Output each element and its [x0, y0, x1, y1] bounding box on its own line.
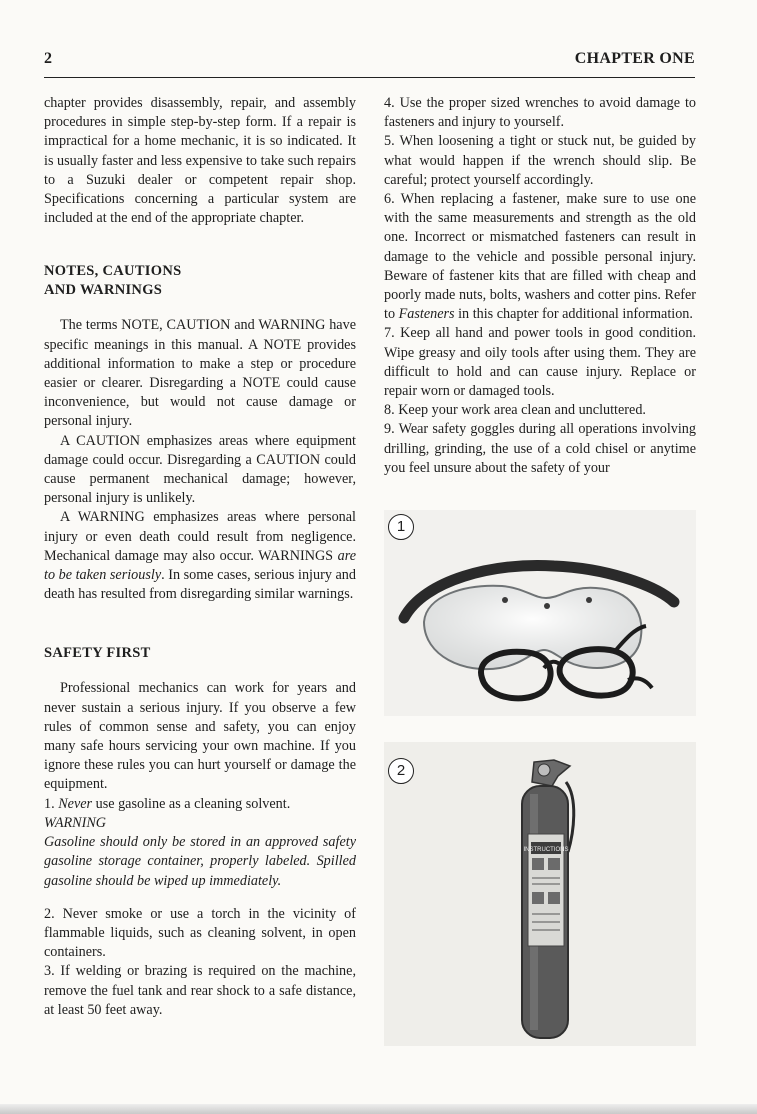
safety-item-1	[44, 795, 356, 814]
figure-number-1: 1	[388, 514, 414, 540]
item1-rest: use gasoline as a cleaning solvent.	[92, 795, 291, 812]
intro-paragraph: chapter provides disassembly, repair, and assembly procedures in simple step-by-step form. If a repair is impractical for a home mechanic, it is so indicated. It is usually faster and less expensive to take such repairs to a Suzuki dealer or competent repair shop. Specifications concerning a particular system are included at the end of the appropriate chapter.	[44, 95, 356, 227]
safety-item-6	[384, 190, 696, 324]
notes-paragraph-1: The terms NOTE, CAUTION and WARNING have specific meanings in this manual. A NOTE provides additional information to make a step or procedure easier or clearer. Disregarding a NOTE could cause inconvenience, but would not cause damage or personal injury.	[44, 317, 356, 430]
item1-italic: Never	[58, 795, 93, 812]
right-column	[384, 94, 696, 478]
page-number: 2	[44, 50, 52, 67]
scan-edge	[0, 1104, 757, 1114]
left-column	[44, 94, 356, 1020]
notes-p3-italic: are to be taken seriously	[44, 547, 356, 584]
item1-number: 1.	[44, 795, 59, 812]
notes-paragraph-2: A CAUTION emphasizes areas where equipment damage could occur. Disregarding a CAUTION could cause permanent mechanical damage; however, personal injury is unlikely.	[44, 432, 356, 507]
item6-b: in this chapter for additional information.	[454, 306, 693, 323]
notes-paragraph-3	[44, 508, 356, 604]
warning-text: Gasoline should only be stored in an approved safety gasoline storage container, properly labeled. Spilled gasoline should be wiped up immediately.	[44, 834, 356, 889]
goggle-lens	[424, 586, 641, 669]
safety-item-4: 4. Use the proper sized wrenches to avoid damage to fasteners and injury to yourself.	[384, 95, 696, 131]
header-rule	[44, 77, 695, 78]
notes-heading-line1: NOTES, CAUTIONS	[44, 263, 182, 280]
extinguisher-label-text: INSTRUCTIONS	[523, 847, 569, 853]
notes-p3-b: . In some cases, serious injury and death has resulted from disregarding similar warnings.	[44, 567, 356, 603]
safety-paragraph: Professional mechanics can work for years and never sustain a serious injury. If you observe a few rules of common sense and safety, you can enjoy many safe hours servicing your own machine. If you ignore these rules you can hurt yourself or damage the equipment.	[44, 680, 356, 793]
safety-item-2: 2. Never smoke or use a torch in the vicinity of flammable liquids, such as cleaning solvent, in open containers.	[44, 905, 356, 961]
fire-extinguisher-illustration	[384, 742, 696, 1046]
safety-item-7: 7. Keep all hand and power tools in good condition. Wipe greasy and oily tools after using them. They are difficult to hold and can cause injury. Replace or repair worn or damaged tools.	[384, 325, 696, 400]
notes-p3-a: A WARNING emphasizes areas where personal injury or even death could result from negligence. Mechanical damage may also occur. WARNINGS	[44, 509, 356, 564]
figure-2-fire-extinguisher	[384, 742, 696, 1046]
safety-item-9: 9. Wear safety goggles during all operations involving drilling, grinding, the use of a cold chisel or anytime you feel unsure about the safety of your	[384, 421, 696, 476]
item6-italic: Fasteners	[398, 306, 455, 323]
notes-heading-line2: AND WARNINGS	[44, 282, 163, 299]
goggles-illustration	[384, 510, 696, 716]
warning-title: WARNING	[44, 814, 107, 831]
safety-item-3: 3. If welding or brazing is required on the machine, remove the fuel tank and rear shock to a safe distance, at least 50 feet away.	[44, 963, 356, 1018]
safety-heading: SAFETY FIRST	[44, 645, 151, 662]
figure-1-safety-goggles	[384, 510, 696, 716]
figure-number-2: 2	[388, 758, 414, 784]
item6-a: 6. When replacing a fastener, make sure to use one with the same measurements and strength as the old one. Incorrect or mismatched fasteners can result in damage to the vehicle and possible personal injury. Beware of fastener kits that are filled with cheap and poorly made nuts, bolts, washers and cotter pins. Refer to	[384, 191, 696, 323]
safety-item-8: 8. Keep your work area clean and uncluttered.	[384, 402, 646, 419]
chapter-title: CHAPTER ONE	[574, 50, 695, 67]
safety-item-5: 5. When loosening a tight or stuck nut, be guided by what would happen if the wrench should slip. Be careful; protect yourself accordingly.	[384, 133, 696, 188]
